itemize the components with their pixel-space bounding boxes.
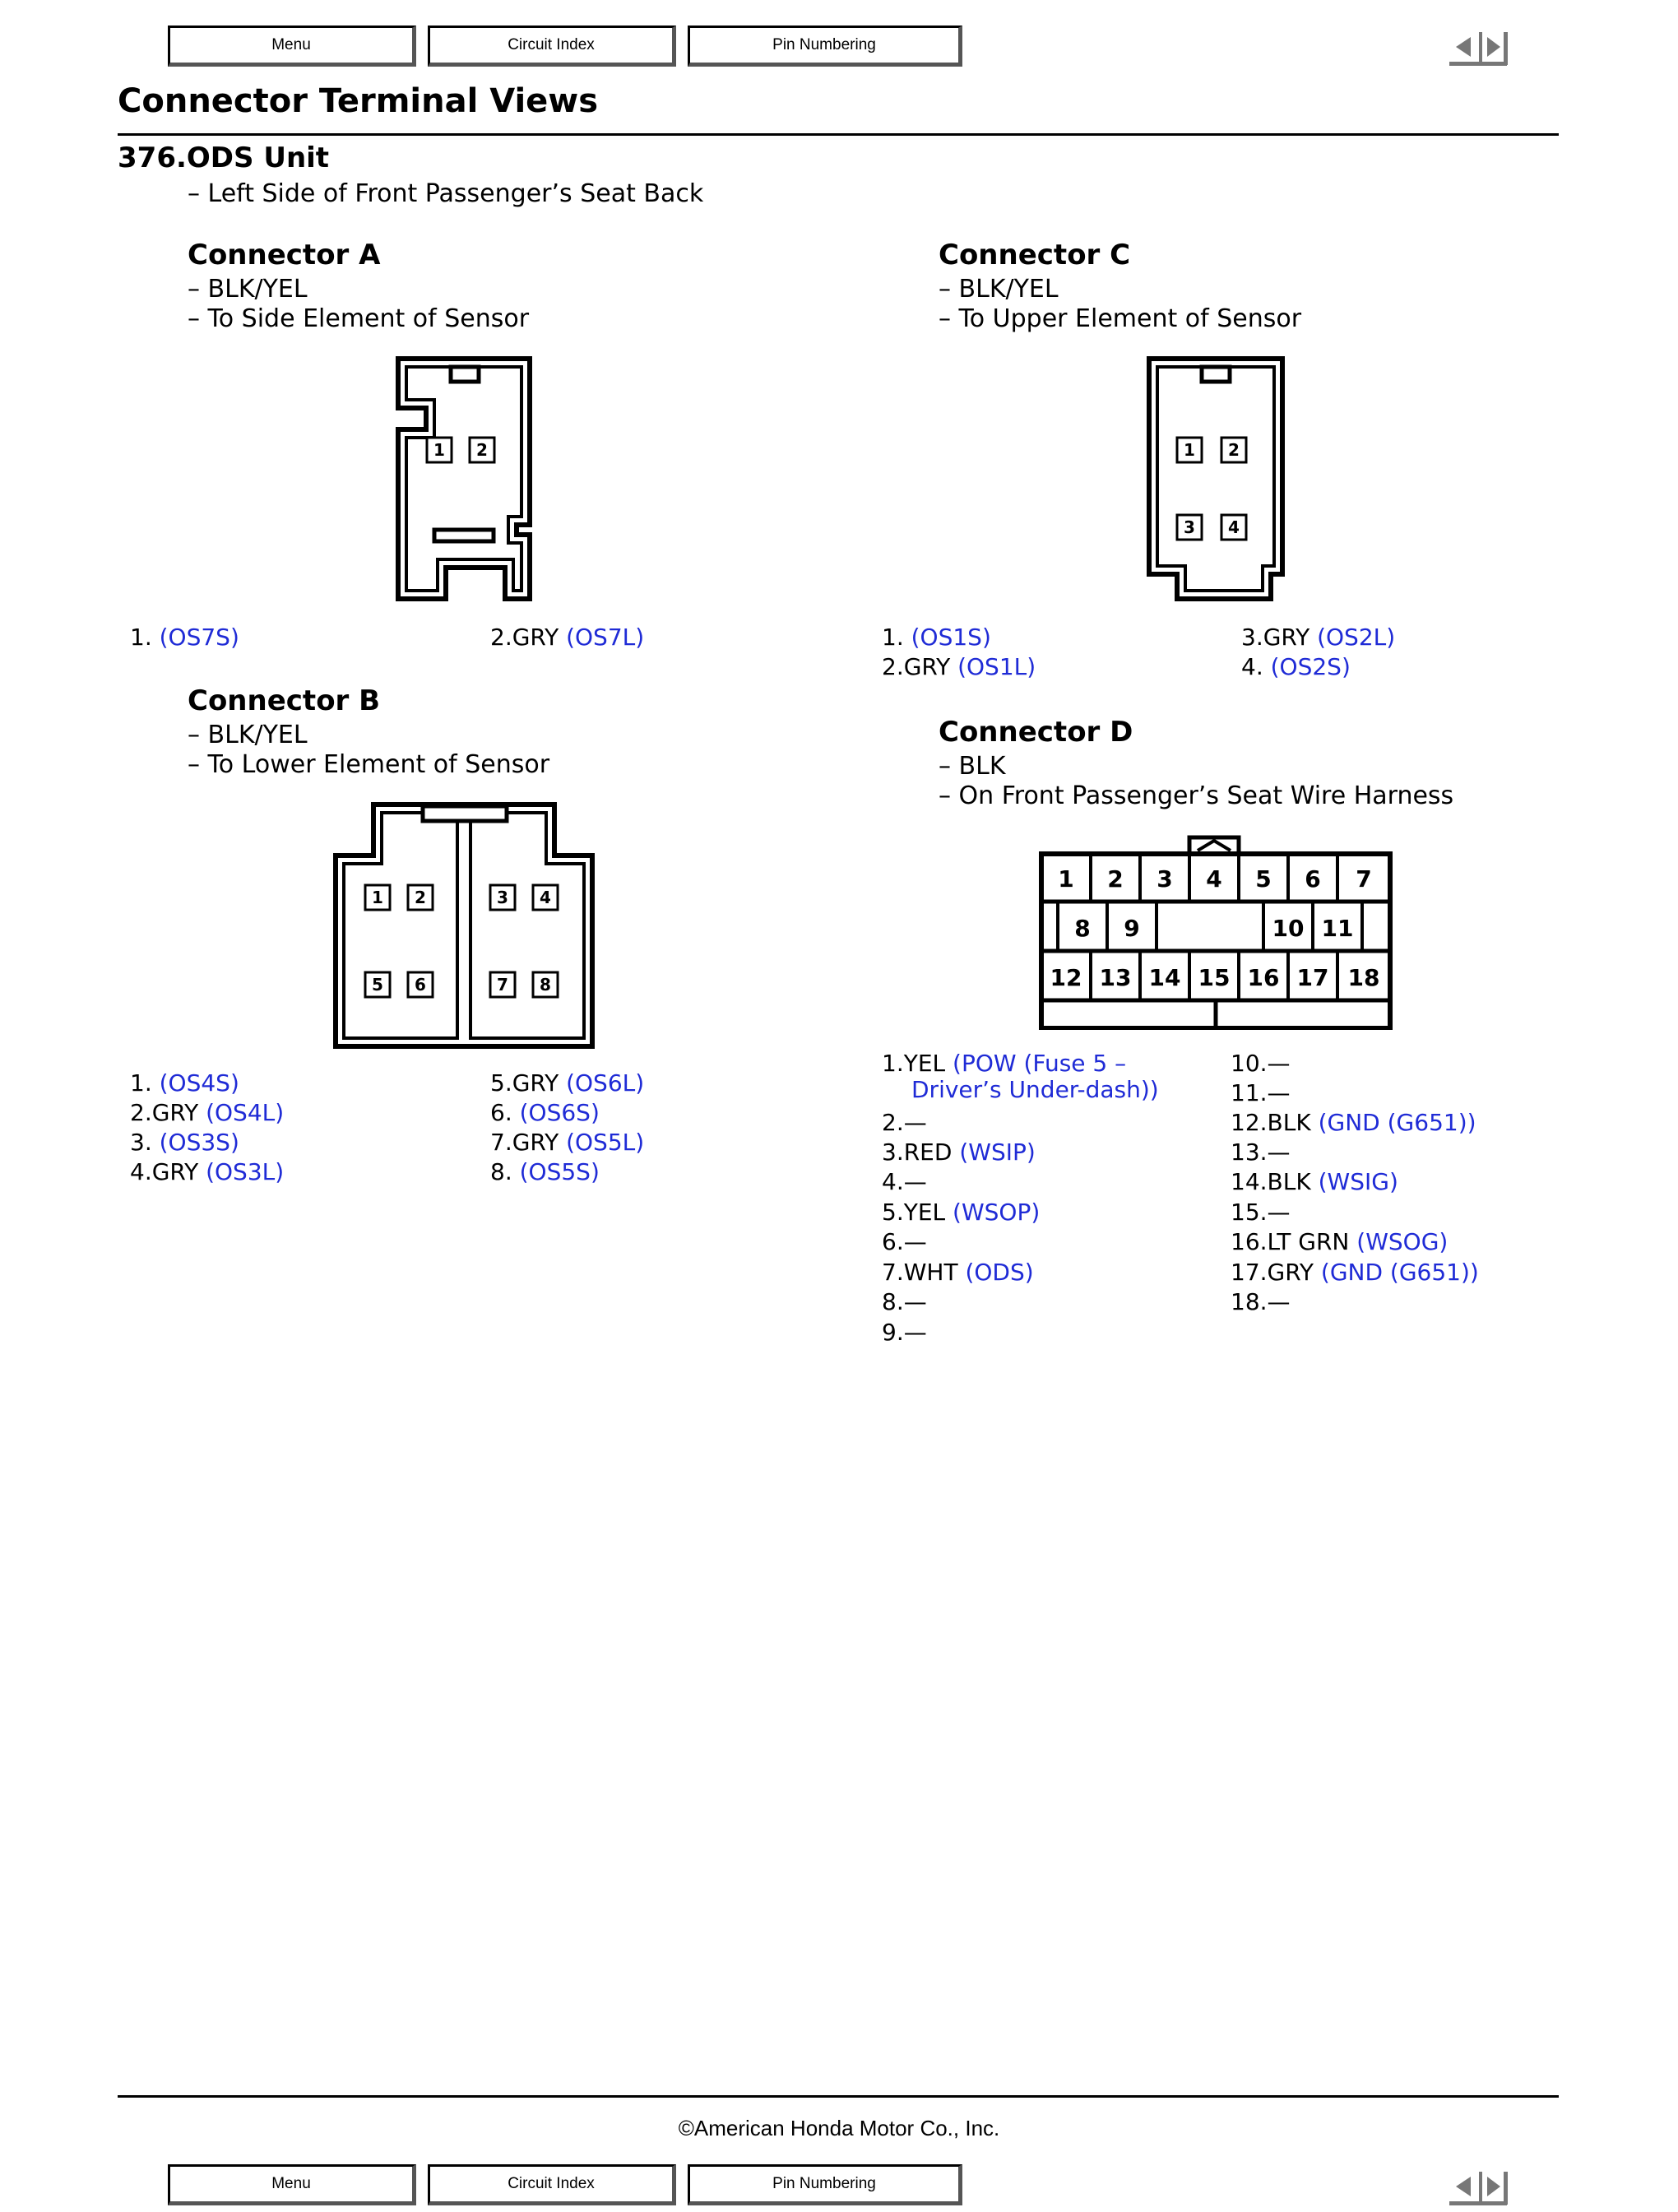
connector-b-color: – BLK/YEL [188, 721, 308, 749]
cavity-label: 11 [1321, 915, 1354, 942]
cavity-label: 6 [415, 975, 426, 995]
cavity-label: 2 [415, 888, 426, 907]
cavity-label: 1 [1184, 440, 1195, 460]
cavity-label: 9 [1124, 915, 1140, 942]
copyright: ©American Honda Motor Co., Inc. [678, 2116, 1000, 2140]
cavity-label: 3 [497, 888, 508, 907]
cavity-label: 14 [1148, 964, 1181, 991]
page-title: Connector Terminal Views [118, 82, 599, 120]
cavity-label: 6 [1305, 865, 1321, 893]
cavity-label: 13 [1099, 964, 1132, 991]
menu-button[interactable]: Menu [168, 2164, 416, 2205]
connector-c-diagram [1146, 355, 1286, 602]
pin-row: 11.— [1231, 1079, 1291, 1106]
pin-row: 1.YEL (POW (Fuse 5 – [882, 1050, 1127, 1077]
cavity-label: 7 [1356, 865, 1372, 893]
pin-signal-link[interactable]: (GND (G651)) [1320, 1259, 1479, 1286]
pin-signal-link[interactable]: Driver’s Under-dash)) [911, 1076, 1159, 1103]
connector-c-title: Connector C [939, 239, 1131, 271]
unit-heading: 376.ODS Unit [118, 141, 330, 174]
cavity-label: 1 [433, 440, 445, 460]
pin-row: 2.GRY (OS4L) [130, 1099, 285, 1126]
cavity-label: 1 [1058, 865, 1074, 893]
pin-row: 2.GRY (OS1L) [882, 653, 1036, 680]
pin-signal-link[interactable]: (OS1S) [911, 624, 991, 651]
connector-b-location: – To Lower Element of Sensor [188, 750, 550, 779]
connector-b-diagram [332, 800, 596, 1050]
cavity-label: 1 [372, 888, 383, 907]
pin-row: 3.GRY (OS2L) [1241, 624, 1396, 651]
pin-row: 3.RED (WSIP) [882, 1138, 1036, 1166]
pin-row: 5.YEL (WSOP) [882, 1199, 1041, 1226]
cavity-label: 10 [1272, 915, 1305, 942]
pin-signal-link[interactable]: (OS6S) [519, 1099, 600, 1126]
connector-c-color: – BLK/YEL [939, 275, 1059, 304]
title-divider [118, 133, 1559, 136]
cavity-label: 7 [497, 975, 508, 995]
pin-row: 6. (OS6S) [490, 1099, 600, 1126]
connector-b-title: Connector B [188, 684, 381, 717]
cavity-label: 5 [1255, 865, 1272, 893]
connector-d-title: Connector D [939, 716, 1133, 749]
pin-row: 16.LT GRN (WSOG) [1231, 1228, 1449, 1255]
pin-signal-link[interactable]: (OS5S) [519, 1158, 600, 1185]
cavity-label: 2 [476, 440, 488, 460]
pin-row: 1. (OS1S) [882, 624, 991, 651]
pin-number: 1. [130, 624, 160, 651]
pin-signal-link[interactable]: (POW (Fuse 5 – [953, 1050, 1127, 1077]
cavity-label: 18 [1347, 964, 1380, 991]
connector-a-color: – BLK/YEL [188, 275, 308, 304]
pin-signal-link[interactable]: (GND (G651)) [1318, 1109, 1476, 1136]
pin-signal-link[interactable]: (OS7L) [566, 624, 645, 651]
cavity-label: 8 [1074, 915, 1091, 942]
pin-row [490, 624, 644, 651]
cavity-label: 4 [540, 888, 551, 907]
prev-next-arrows-icon[interactable] [1446, 2168, 1513, 2208]
pin-signal-link[interactable]: (OS6L) [566, 1069, 645, 1097]
pin-row: 14.BLK (WSIG) [1231, 1168, 1398, 1195]
pin-signal-link[interactable]: (OS5L) [566, 1129, 645, 1156]
pin-row: 5.GRY (OS6L) [490, 1069, 645, 1097]
cavity-label: 17 [1296, 964, 1329, 991]
pin-signal-link[interactable]: (OS4S) [159, 1069, 239, 1097]
pin-row: 13.— [1231, 1138, 1291, 1166]
connector-a-title: Connector A [188, 239, 381, 271]
pin-signal-link[interactable]: (OS2L) [1317, 624, 1396, 651]
pin-numbering-button[interactable]: Pin Numbering [688, 2164, 962, 2205]
cavity-label: 16 [1247, 964, 1280, 991]
menu-button[interactable]: Menu [168, 26, 416, 67]
pin-row: 12.BLK (GND (G651)) [1231, 1109, 1476, 1136]
connector-c-location: – To Upper Element of Sensor [939, 304, 1302, 333]
cavity-label: 2 [1107, 865, 1124, 893]
pin-number: 2. [490, 624, 512, 651]
pin-row: 15.— [1231, 1199, 1291, 1226]
pin-row: 7.GRY (OS5L) [490, 1129, 645, 1156]
connector-a-location: – To Side Element of Sensor [188, 304, 530, 333]
pin-row: 1. (OS4S) [130, 1069, 239, 1097]
pin-row: 17.GRY (GND (G651)) [1231, 1259, 1479, 1286]
connector-a-diagram [393, 355, 533, 602]
connector-d-location: – On Front Passenger’s Seat Wire Harness [939, 781, 1454, 810]
pin-signal-link[interactable]: (OS3L) [206, 1158, 285, 1185]
pin-signal-link[interactable]: (OS1L) [957, 653, 1036, 680]
pin-signal-link[interactable]: (WSOP) [953, 1199, 1041, 1226]
cavity-label: 8 [540, 975, 551, 995]
pin-signal-link[interactable]: (OS7S) [159, 624, 239, 651]
pin-row-continued [911, 1076, 1159, 1103]
pin-row: 10.— [1231, 1050, 1291, 1077]
pin-row: 9.— [882, 1319, 927, 1346]
cavity-label: 2 [1228, 440, 1240, 460]
pin-row: 4.GRY (OS3L) [130, 1158, 285, 1185]
circuit-index-button[interactable]: Circuit Index [428, 2164, 676, 2205]
pin-signal-link[interactable]: (OS2S) [1270, 653, 1351, 680]
cavity-label: 4 [1228, 517, 1240, 537]
pin-wire-color: GRY [512, 624, 567, 651]
pin-row: 8.— [882, 1288, 927, 1315]
cavity-label: 12 [1050, 964, 1082, 991]
pin-row [130, 624, 239, 651]
pin-row: 18.— [1231, 1288, 1291, 1315]
pin-row: 6.— [882, 1228, 927, 1255]
connector-d-diagram [1036, 832, 1395, 1030]
pin-numbering-button[interactable]: Pin Numbering [688, 26, 962, 67]
connector-d-color: – BLK [939, 752, 1006, 781]
cavity-label: 3 [1157, 865, 1173, 893]
pin-row: 3. (OS3S) [130, 1129, 239, 1156]
pin-row: 4.— [882, 1168, 927, 1195]
circuit-index-button[interactable]: Circuit Index [428, 26, 676, 67]
cavity-label: 3 [1184, 517, 1195, 537]
pin-signal-link[interactable]: (WSIP) [959, 1138, 1036, 1166]
prev-next-arrows-icon[interactable] [1446, 29, 1513, 68]
pin-signal-link[interactable]: (ODS) [965, 1259, 1034, 1286]
pin-signal-link[interactable]: (OS4L) [206, 1099, 285, 1126]
pin-signal-link[interactable]: (WSIG) [1318, 1168, 1398, 1195]
pin-row: 8. (OS5S) [490, 1158, 600, 1185]
cavity-label: 15 [1198, 964, 1231, 991]
cavity-label: 5 [372, 975, 383, 995]
pin-signal-link[interactable]: (OS3S) [159, 1129, 239, 1156]
cavity-label: 4 [1206, 865, 1222, 893]
pin-row: 2.— [882, 1109, 927, 1136]
unit-location: – Left Side of Front Passenger’s Seat Back [188, 179, 704, 208]
footer-divider [118, 2095, 1559, 2098]
pin-signal-link[interactable]: (WSOG) [1356, 1228, 1449, 1255]
pin-row: 7.WHT (ODS) [882, 1259, 1034, 1286]
pin-row: 4. (OS2S) [1241, 653, 1351, 680]
